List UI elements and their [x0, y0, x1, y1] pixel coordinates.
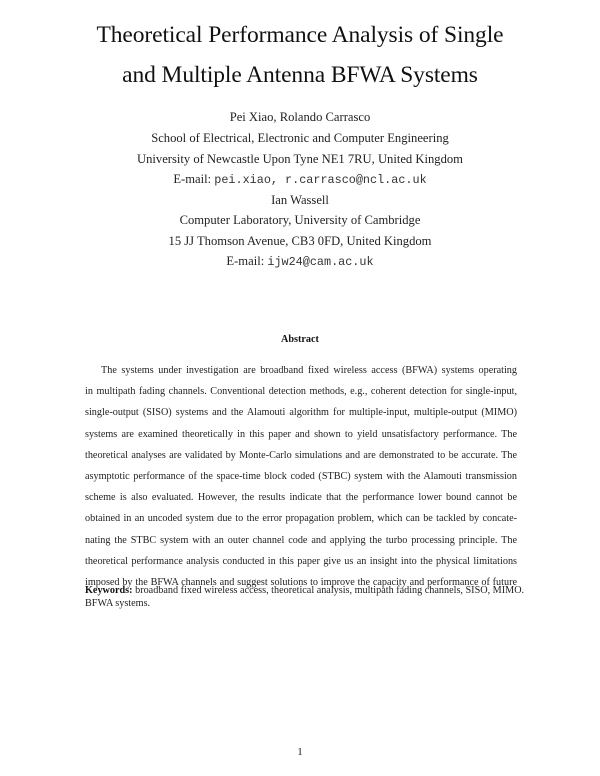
abstract-line: single-output (SISO) systems and the Alamouti algorithm for multiple-input, multiple-output (MIMO)	[85, 407, 517, 419]
paper-title-line-2: and Multiple Antenna BFWA Systems	[122, 62, 478, 88]
author-names: Ian Wassell	[271, 193, 329, 207]
abstract-body	[85, 360, 517, 614]
abstract-line: in multipath fading channels. Conventional detection methods, e.g., coherent detection for single-input,	[85, 386, 517, 398]
abstract-line: BFWA systems.	[85, 598, 151, 610]
keywords-label: Keywords:	[85, 585, 133, 596]
paper-title-line-1: Theoretical Performance Analysis of Single	[96, 22, 504, 48]
affiliation-line: School of Electrical, Electronic and Computer Engineering	[151, 131, 449, 145]
affiliation-line: 15 JJ Thomson Avenue, CB3 0FD, United Kingdom	[168, 234, 432, 248]
email-label: E-mail:	[226, 254, 265, 268]
abstract-line: scheme is also evaluated. However, the results indicate that the performance lower bound cannot be	[85, 492, 517, 504]
abstract-line: nating the STBC system with an outer channel code and applying the turbo processing principle. The	[85, 534, 517, 546]
abstract-heading: Abstract	[281, 334, 319, 345]
abstract-line: imposed by the BFWA channels and suggest solutions to improve the capacity and performance of future	[85, 576, 517, 588]
email-address[interactable]: ijw24@cam.ac.uk	[267, 255, 374, 269]
abstract-line: systems are examined theoretically in this paper and shown to yield unsatisfactory performance. The	[85, 428, 517, 440]
affiliation-line: University of Newcastle Upon Tyne NE1 7RU, United Kingdom	[137, 152, 463, 166]
email-label: E-mail:	[173, 172, 212, 186]
abstract-line: theoretical analyses are validated by Monte-Carlo simulations and are demonstrated to be accurate. The	[85, 449, 517, 461]
author-names: Pei Xiao, Rolando Carrasco	[229, 110, 371, 124]
email-line	[0, 254, 600, 269]
keywords-text: broadband fixed wireless access, theoretical analysis, multipath fading channels, SISO, MIMO.	[135, 585, 525, 596]
email-line	[0, 172, 600, 187]
abstract-line: asymptotic performance of the space-time block coded (STBC) system with the Alamouti transmission	[85, 470, 517, 482]
abstract-line: The systems under investigation are broadband fixed wireless access (BFWA) systems operating	[101, 365, 517, 376]
abstract-line: obtained in an uncoded system due to the error propagation problem, which can be tackled by concate-	[85, 513, 517, 525]
page-number: 1	[297, 746, 303, 758]
abstract-line: theoretical performance analysis conducted in this paper give us an insight into the physical limitations	[85, 555, 517, 567]
keywords-line	[85, 585, 525, 596]
affiliation-line: Computer Laboratory, University of Cambridge	[179, 213, 421, 227]
email-address[interactable]: pei.xiao, r.carrasco@ncl.ac.uk	[214, 173, 427, 187]
